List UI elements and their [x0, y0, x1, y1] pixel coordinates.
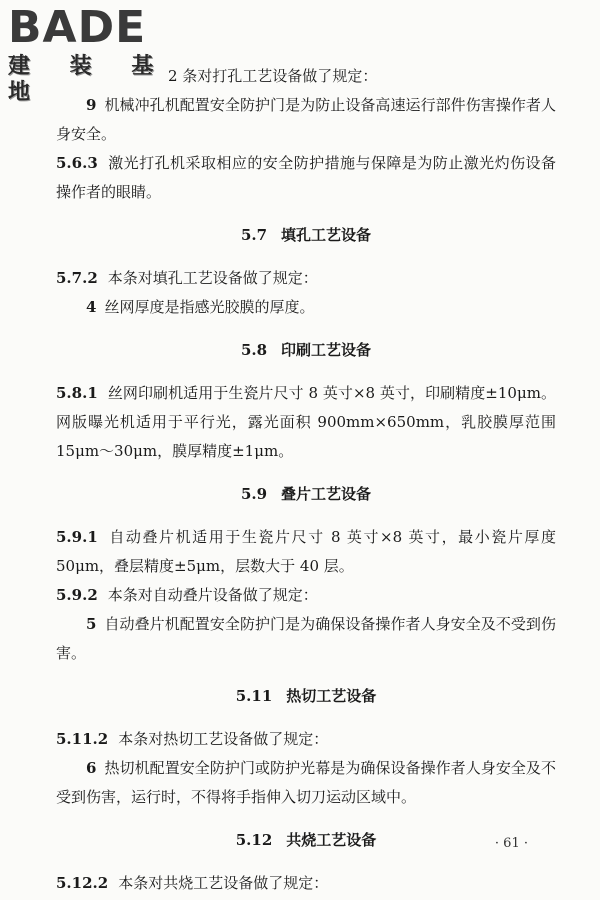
page-number: · 61 ·: [494, 836, 528, 851]
clause-number: 5.8.1: [56, 384, 98, 402]
watermark-subtitle: 建 装 基 地: [8, 54, 170, 105]
section-heading: [56, 221, 556, 250]
watermark-brand: BADE: [8, 2, 147, 53]
clause-paragraph: [56, 725, 556, 754]
section-number: 5.7: [240, 226, 268, 244]
section-heading: [56, 336, 556, 365]
paragraph-text: 本条对填孔工艺设备做了规定：: [107, 269, 318, 287]
clause-paragraph: [56, 149, 556, 207]
paragraph-text: 丝网厚度是指感光胶膜的厚度。: [104, 298, 315, 316]
clause-number: 5.11.2: [56, 730, 109, 748]
clause-number: 5.7.2: [56, 269, 98, 287]
section-number: 5.9: [240, 485, 268, 503]
section-title: 共烧工艺设备: [286, 831, 377, 849]
section-heading: [56, 480, 556, 509]
section-number: 5.11: [235, 687, 273, 705]
continued-paragraph: [56, 62, 556, 91]
list-item: [56, 91, 556, 149]
section-title: 印刷工艺设备: [281, 341, 372, 359]
item-number: 9: [86, 96, 97, 114]
paragraph-text: 激光打孔机采取相应的安全防护措施与保障是为防止激光灼伤设备操作者的眼睛。: [56, 154, 556, 201]
paragraph-text: 自动叠片机配置安全防护门是为确保设备操作者人身安全及不受到伤害。: [56, 615, 556, 662]
paragraph-text: 热切机配置安全防护门或防护光幕是为确保设备操作者人身安全及不受到伤害，运行时，不得将手指伸入切刀运动区域中。: [56, 759, 556, 806]
clause-paragraph: [56, 264, 556, 293]
clause-number: 5.6.3: [56, 154, 98, 172]
paragraph-text: 自动叠片机适用于生瓷片尺寸 8 英寸×8 英寸，最小瓷片厚度 50μm，叠层精度±5μm，层数大于 40 层。: [56, 528, 556, 575]
section-heading: [56, 682, 556, 711]
section-number: 5.12: [235, 831, 273, 849]
section-number: 5.8: [240, 341, 268, 359]
item-number: 4: [86, 298, 97, 316]
paragraph-text: 本条对自动叠片设备做了规定：: [107, 586, 318, 604]
list-item: [56, 293, 556, 322]
section-title: 热切工艺设备: [286, 687, 377, 705]
paragraph-text: 机械冲孔机配置安全防护门是为防止设备高速运行部件伤害操作者人身安全。: [56, 96, 556, 143]
item-number: 6: [86, 759, 97, 777]
paragraph-text: 本条对共烧工艺设备做了规定：: [118, 874, 329, 892]
clause-number: 5.9.1: [56, 528, 98, 546]
clause-number: 5.9.2: [56, 586, 98, 604]
clause-number: 5.12.2: [56, 874, 109, 892]
document-body: [56, 62, 556, 898]
clause-paragraph: [56, 523, 556, 581]
paragraph-text: 2 条对打孔工艺设备做了规定：: [168, 67, 378, 85]
section-title: 填孔工艺设备: [281, 226, 372, 244]
clause-paragraph: [56, 869, 556, 898]
list-item: [56, 610, 556, 668]
paragraph-text: 丝网印刷机适用于生瓷片尺寸 8 英寸×8 英寸，印刷精度±10μm。网版曝光机适用于平行光，露光面积 900mm×650mm，乳胶膜厚范围 15μm～30μm，膜厚精度±1μm。: [56, 384, 556, 460]
list-item: [56, 754, 556, 812]
clause-paragraph: [56, 379, 556, 466]
clause-paragraph: [56, 581, 556, 610]
item-number: 5: [86, 615, 97, 633]
section-heading: [56, 826, 556, 855]
paragraph-text: 本条对热切工艺设备做了规定：: [118, 730, 329, 748]
section-title: 叠片工艺设备: [281, 485, 372, 503]
